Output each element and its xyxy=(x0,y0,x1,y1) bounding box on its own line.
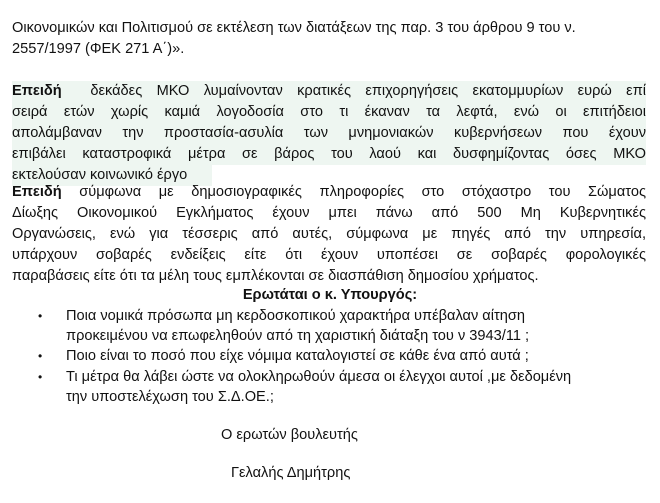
whereas-2-line-5: παραβάσεις είτε ότι τα μέλη τους εμπλέκονται σε διασπάθιση δημοσίου χρήματος. xyxy=(12,268,539,284)
whereas-1-line-5: εκτελούσαν κοινωνικό έργο xyxy=(12,167,188,183)
question-heading: Ερωτάται ο κ. Υπουργός: xyxy=(242,287,418,303)
whereas-1-line-1-text: δεκάδες ΜΚΟ λυμαίνονταν κρατικές επιχορηγήσεις εκατομμυρίων ευρώ επί xyxy=(90,83,646,99)
question-1-line-1: Ποια νομικά πρόσωπα μη κερδοσκοπικού χαρακτήρα υπέβαλαν αίτηση xyxy=(66,308,525,324)
bullet-icon: • xyxy=(38,349,43,363)
whereas-1-line-2: σειρά ετών χωρίς καμιά λογοδοσία στο τι έκαναν τα λεφτά, ενώ οι επιτήδειοι xyxy=(12,104,646,120)
whereas-2-line-3: Οργανώσεις, ενώ για τέσσερις από αυτές, σύμφωνα με πηγές από την υπηρεσία, xyxy=(12,226,646,242)
whereas-keyword: Επειδή xyxy=(12,83,62,99)
whereas-1-line-4: επιβάλει καταστροφικά μέτρα σε βάρος του λαού και δυσφημίζοντας όσες ΜΚΟ xyxy=(12,146,646,162)
signature-name: Γελαλής Δημήτρης xyxy=(231,465,351,481)
whereas-2-line-4: υπάρχουν σοβαρές ενδείξεις είτε ότι έχουν υποπέσει σε σοβαρές φορολογικές xyxy=(12,247,646,263)
whereas-2-line-2: Δίωξης Οικονομικού Εγκλήματος έχουν μπει πάνω από 500 Μη Κυβερνητικές xyxy=(12,205,646,221)
whereas-1-line-3: απολάμβαναν την προστασία-ασυλία των μνημονιακών κυβερνήσεων που έχουν xyxy=(12,125,646,141)
whereas-2-line-1-text: σύμφωνα με δημοσιογραφικές πληροφορίες στο στόχαστρο του Σώματος xyxy=(79,184,646,200)
question-1-line-2: προκειμένου να επωφεληθούν από τη χαριστική διάταξη του ν 3943/11 ; xyxy=(66,328,530,344)
signature-role: Ο ερωτών βουλευτής xyxy=(221,427,358,443)
bullet-icon: • xyxy=(38,370,43,384)
whereas-1-line-1 xyxy=(12,81,646,102)
intro-line-2: 2557/1997 (ΦΕΚ 271 Α΄)». xyxy=(12,41,185,57)
question-3-line-1: Τι μέτρα θα λάβει ώστε να ολοκληρωθούν άμεσα οι έλεγχοι αυτοί ,με δεδομένη xyxy=(66,369,572,385)
intro-line-1: Οικονομικών και Πολιτισμού σε εκτέλεση των διατάξεων της παρ. 3 του άρθρου 9 του ν. xyxy=(12,20,576,36)
question-3-line-2: την υποστελέχωση του Σ.Δ.ΟΕ.; xyxy=(66,389,274,405)
question-2-line-1: Ποιο είναι το ποσό που είχε νόμιμα καταλογιστεί σε κάθε ένα από αυτά ; xyxy=(66,348,529,364)
whereas-keyword: Επειδή xyxy=(12,184,62,200)
bullet-icon: • xyxy=(38,309,43,323)
whereas-2-line-1 xyxy=(12,182,646,203)
